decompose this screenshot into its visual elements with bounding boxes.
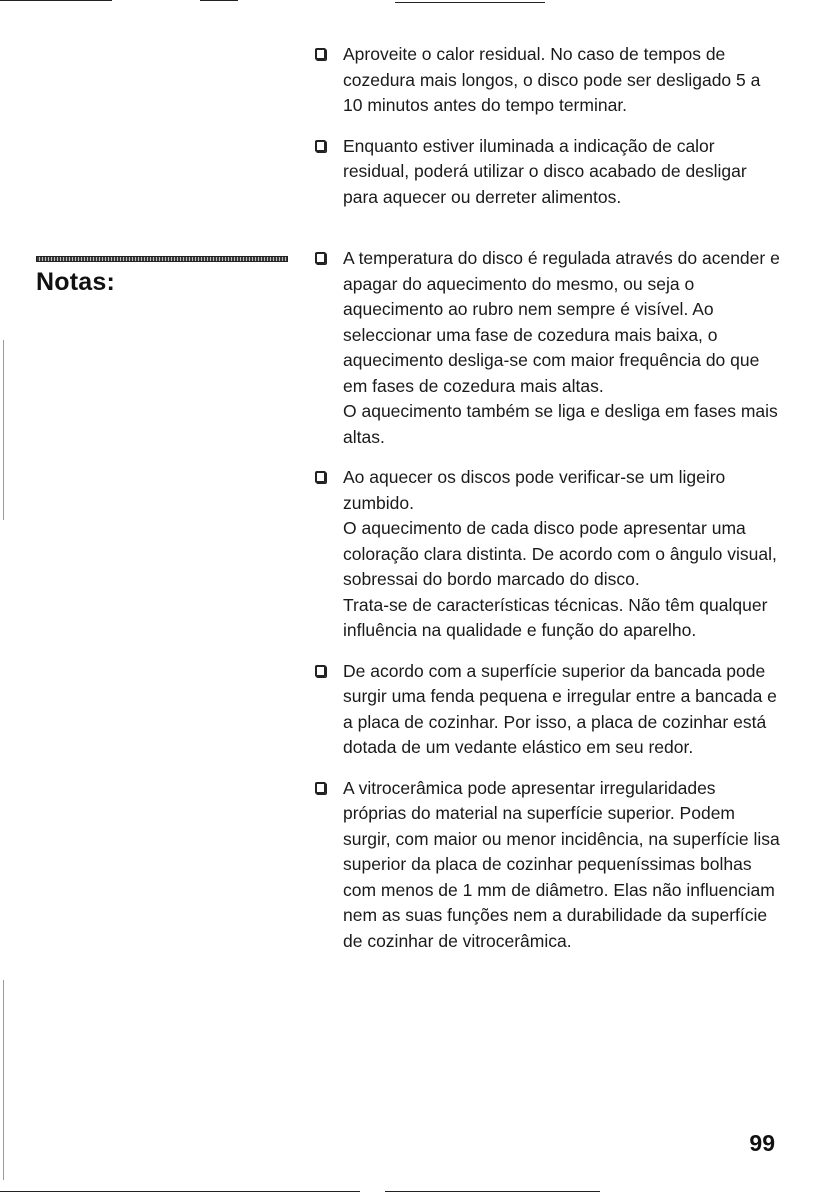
note-item	[313, 659, 783, 761]
bottom-rule-left	[0, 1191, 360, 1192]
bottom-rule-right	[385, 1191, 600, 1192]
checkbox-bullet-icon	[315, 665, 326, 677]
note-item	[313, 465, 783, 644]
top-rule-left	[0, 0, 112, 1]
note-item	[313, 42, 783, 119]
note-item	[313, 134, 783, 211]
note-paragraph: A vitrocerâmica pode apresentar irregularidades próprias do material na superfície superior. Podem surgir, com maior ou menor incidência, na superfície lisa superior da placa de cozinhar pequeníssimas bolhas com menos de 1 mm de diâmetro. Elas não influenciam nem as suas funções nem a durabilidade da superfície de cozinhar de vitrocerâmica.	[343, 777, 780, 951]
top-rule-mid	[200, 0, 238, 1]
note-item	[313, 246, 783, 450]
heading-bar	[36, 256, 288, 262]
left-edge-mark	[3, 340, 4, 520]
note-paragraph: Trata-se de características técnicas. Não têm qualquer influência na qualidade e função do aparelho.	[343, 594, 768, 640]
note-paragraph: O aquecimento também se liga e desliga em fases mais altas.	[343, 401, 778, 447]
note-paragraph: Enquanto estiver iluminada a indicação de calor residual, poderá utilizar o disco acabado de desligar para aquecer ou derreter alimentos.	[343, 135, 747, 207]
note-paragraph: O aquecimento de cada disco pode apresentar uma coloração clara distinta. De acordo com o ângulo visual, sobressai do bordo marcado do disco.	[343, 518, 777, 589]
note-paragraph: De acordo com a superfície superior da bancada pode surgir uma fenda pequena e irregular entre a bancada e a placa de cozinhar. Por isso, a placa de cozinhar está dotada de um vedante elástico em seu redor.	[343, 660, 777, 757]
checkbox-bullet-icon	[315, 48, 326, 60]
page-number: 99	[749, 1130, 775, 1156]
checkbox-bullet-icon	[315, 782, 326, 794]
note-paragraph: A temperatura do disco é regulada através do acender e apagar do aquecimento do mesmo, ou seja o aquecimento ao rubro nem sempre é visível. Ao seleccionar uma fase de cozedura mais baixa, o aquecimento desliga-se com maior frequência do que em fases de cozedura mais altas.	[343, 248, 780, 396]
notes-heading: Notas:	[36, 268, 115, 296]
note-item	[313, 776, 783, 955]
left-edge-mark-lower	[3, 980, 4, 1180]
top-rule-right	[395, 2, 545, 3]
checkbox-bullet-icon	[315, 140, 326, 152]
notes-list	[313, 42, 783, 954]
note-paragraph: Aproveite o calor residual. No caso de tempos de cozedura mais longos, o disco pode ser desligado 5 a 10 minutos antes do tempo terminar.	[343, 44, 761, 115]
checkbox-bullet-icon	[315, 252, 326, 264]
checkbox-bullet-icon	[315, 471, 326, 483]
note-paragraph: Ao aquecer os discos pode verificar-se um ligeiro zumbido.	[343, 467, 726, 513]
